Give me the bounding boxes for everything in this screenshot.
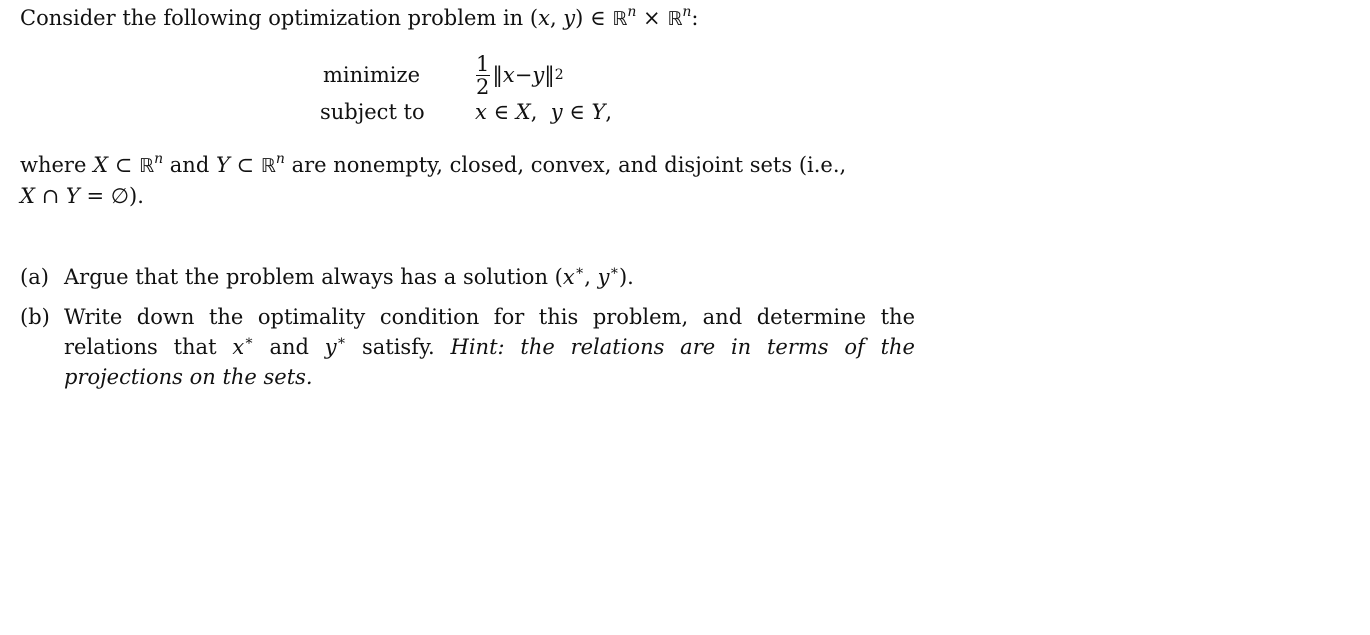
one-half-fraction xyxy=(475,53,490,98)
question-parts xyxy=(20,262,915,402)
intro-text: Consider the following optimization problem in xyxy=(20,6,524,30)
where-text: where xyxy=(20,153,87,177)
fraction-denominator: 2 xyxy=(476,74,490,99)
and-text: and xyxy=(169,153,210,177)
constraint-expression: x ∈ X, y ∈ Y, xyxy=(475,100,613,124)
part-a-label: (a) xyxy=(20,265,49,289)
objective-expression: $\frac{1}{2}$ ‖ x − y ‖ 2 xyxy=(476,51,564,99)
fraction-numerator: 1 xyxy=(476,51,490,76)
part-b xyxy=(20,302,915,392)
objective-label: minimize xyxy=(323,63,420,87)
part-b-label: (b) xyxy=(20,305,50,329)
part-a xyxy=(20,262,915,292)
closing-text: ). xyxy=(129,184,144,208)
sets-description-paragraph: where X ⊂ ℝ$^n$ and Y ⊂ ℝ$^n$ are nonempty, closed, convex, and disjoint sets (i.e., X ∩ Y = ∅). xyxy=(20,151,847,208)
sets-properties-text: are nonempty, closed, convex, and disjoint sets (i.e., xyxy=(291,153,847,177)
intro-paragraph: Consider the following optimization problem in (x, y) ∈ ℝ$^n$ × ℝ$^n$: xyxy=(20,4,699,30)
part-a-text: Argue that the problem always has a solution (x∗, y∗). xyxy=(64,263,634,289)
constraint-label: subject to xyxy=(320,100,425,124)
part-b-hint: Hint: the relations are in terms of the projections on the sets. xyxy=(64,335,915,389)
optimization-problem xyxy=(320,45,820,135)
part-b-text: Write down the optimality condition for this problem, and determine the relations that x∗ and y∗ satisfy. Hint: the relations are in terms of the projections on the sets. xyxy=(64,305,915,389)
